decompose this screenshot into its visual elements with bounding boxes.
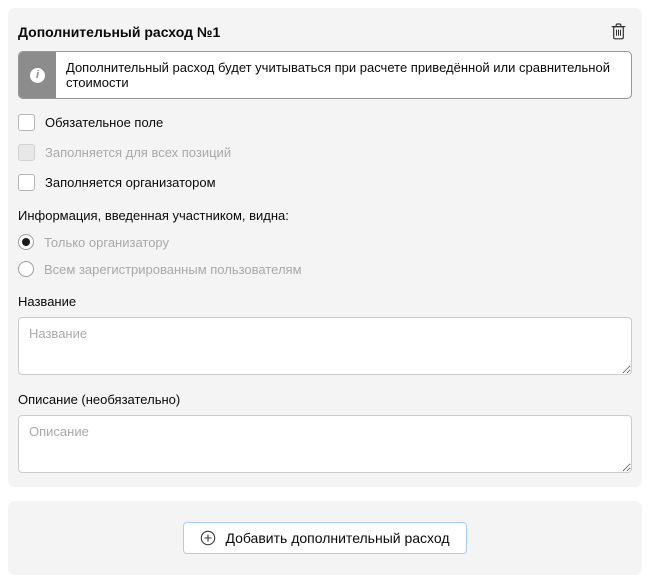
checkbox-row-filled-by-organizer[interactable]	[18, 174, 632, 191]
name-field-label: Название	[18, 294, 77, 309]
add-expense-button-label: Добавить дополнительный расход	[225, 530, 450, 546]
info-banner-text: Дополнительный расход будет учитываться при расчете приведённой или сравнительной стоимости	[66, 60, 610, 90]
visibility-section-label: Информация, введенная участником, видна:	[18, 208, 289, 223]
info-banner	[18, 51, 632, 99]
plus-circle-icon	[200, 530, 216, 546]
delete-expense-button[interactable]	[609, 21, 628, 42]
checkbox-label: Заполняется организатором	[45, 175, 216, 190]
card-header	[18, 19, 632, 46]
radio-row-only-organizer	[18, 234, 632, 250]
radio-label: Только организатору	[44, 234, 170, 250]
description-textarea[interactable]	[18, 415, 632, 473]
checkbox-filled-for-all-positions	[18, 144, 35, 161]
radio-all-registered-users	[18, 261, 34, 277]
add-expense-section	[8, 501, 642, 575]
info-icon: i	[30, 68, 45, 83]
description-field-label: Описание (необязательно)	[18, 392, 181, 407]
checkbox-filled-by-organizer[interactable]	[18, 174, 35, 191]
name-textarea[interactable]	[18, 317, 632, 375]
radio-label: Всем зарегистрированным пользователям	[44, 261, 302, 277]
checkbox-required-field[interactable]	[18, 114, 35, 131]
trash-icon	[611, 28, 626, 43]
card-title: Дополнительный расход №1	[18, 23, 221, 40]
radio-row-all-registered-users	[18, 261, 632, 277]
radio-dot	[22, 238, 30, 246]
checkbox-row-required-field[interactable]	[18, 114, 632, 131]
info-banner-icon-cell	[19, 52, 56, 98]
additional-expense-card	[8, 8, 642, 487]
checkbox-row-filled-for-all-positions	[18, 144, 632, 161]
add-expense-button[interactable]	[183, 522, 466, 554]
radio-only-organizer	[18, 234, 34, 250]
checkbox-label: Обязательное поле	[45, 115, 164, 130]
checkbox-label: Заполняется для всех позиций	[45, 145, 232, 160]
